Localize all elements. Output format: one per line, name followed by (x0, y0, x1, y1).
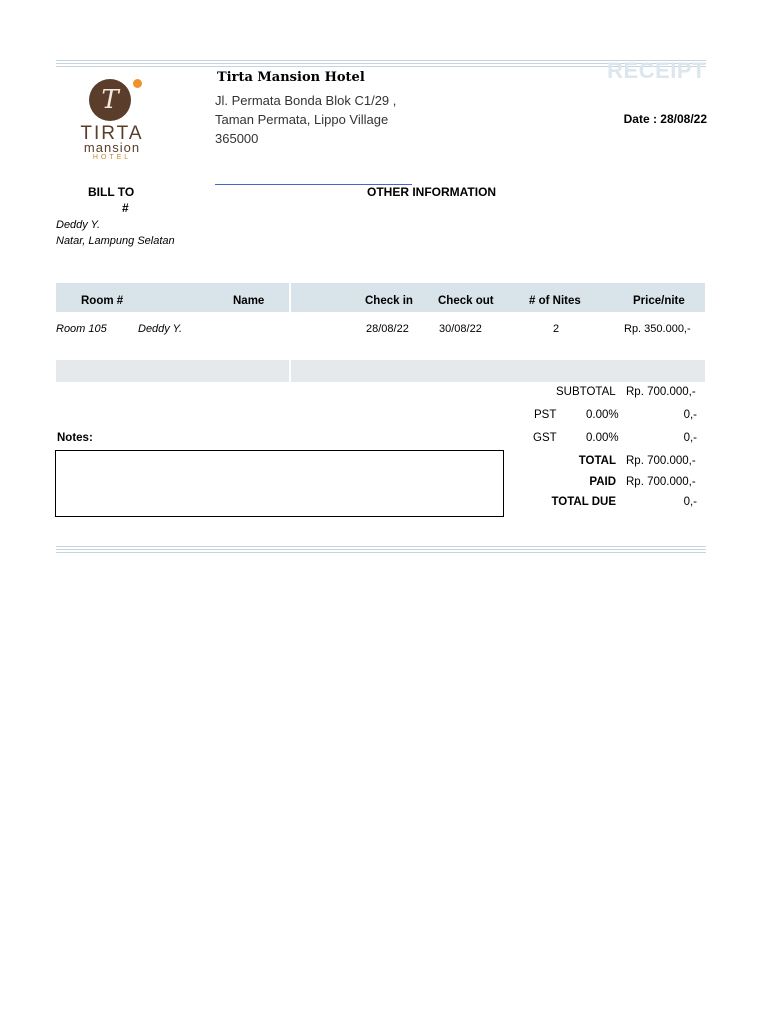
cell-check-out: 30/08/22 (439, 323, 482, 335)
notes-box[interactable] (55, 450, 504, 517)
cell-nites: 2 (553, 323, 560, 335)
col-header-check-out: Check out (438, 295, 494, 307)
logo-dot (133, 79, 142, 88)
col-header-price: Price/nite (633, 295, 685, 307)
logo-word-hotel: HOTEL (92, 154, 132, 161)
gst-value: 0,- (683, 432, 697, 444)
notes-label: Notes: (57, 432, 93, 444)
pst-rate: 0.00% (586, 409, 619, 421)
logo-word-mansion: mansion (83, 140, 141, 155)
subtotal-label: SUBTOTAL (556, 386, 616, 398)
subtotal-value: Rp. 700.000,- (626, 386, 696, 398)
total-value: Rp. 700.000,- (626, 455, 696, 467)
table-footer-band-left (56, 360, 289, 382)
cell-check-in: 28/08/22 (366, 323, 409, 335)
bottom-rule-3 (56, 552, 706, 553)
hotel-name: Tirta Mansion Hotel (217, 70, 365, 85)
bill-to-location: Natar, Lampung Selatan (56, 235, 175, 247)
other-info-label: OTHER INFORMATION (367, 185, 497, 199)
logo-word-tirta: TIRTA (80, 123, 144, 144)
bottom-rule (56, 546, 706, 547)
bottom-rule-2 (56, 549, 706, 550)
bill-to-hash: # (122, 201, 129, 215)
cell-room: Room 105 (56, 323, 107, 335)
total-due-value: 0,- (683, 496, 697, 508)
address-line-2: Taman Permata, Lippo Village (215, 112, 389, 127)
pst-value: 0,- (683, 409, 697, 421)
total-label: TOTAL (578, 455, 616, 467)
address-line-3: 365000 (215, 131, 259, 146)
receipt-date: Date : 28/08/22 (623, 112, 707, 126)
total-due-label: TOTAL DUE (551, 496, 616, 508)
gst-label: GST (533, 432, 557, 444)
col-header-check-in: Check in (365, 295, 413, 307)
col-header-room: Room # (81, 295, 124, 307)
bill-to-name: Deddy Y. (56, 219, 101, 231)
cell-price: Rp. 350.000,- (624, 323, 691, 335)
bill-to-label: BILL TO (88, 185, 135, 199)
table-footer-band-right (291, 360, 705, 382)
logo-monogram: T (101, 85, 119, 115)
receipt-title: RECEIPT (607, 58, 706, 83)
gst-rate: 0.00% (586, 432, 619, 444)
address-line-1: Jl. Permata Bonda Blok C1/29 , (215, 93, 397, 108)
col-header-name: Name (233, 295, 265, 307)
col-header-nites: # of Nites (529, 295, 581, 307)
paid-value: Rp. 700.000,- (626, 476, 696, 488)
paid-label: PAID (589, 476, 616, 488)
pst-label: PST (534, 409, 557, 421)
cell-name: Deddy Y. (138, 323, 183, 335)
